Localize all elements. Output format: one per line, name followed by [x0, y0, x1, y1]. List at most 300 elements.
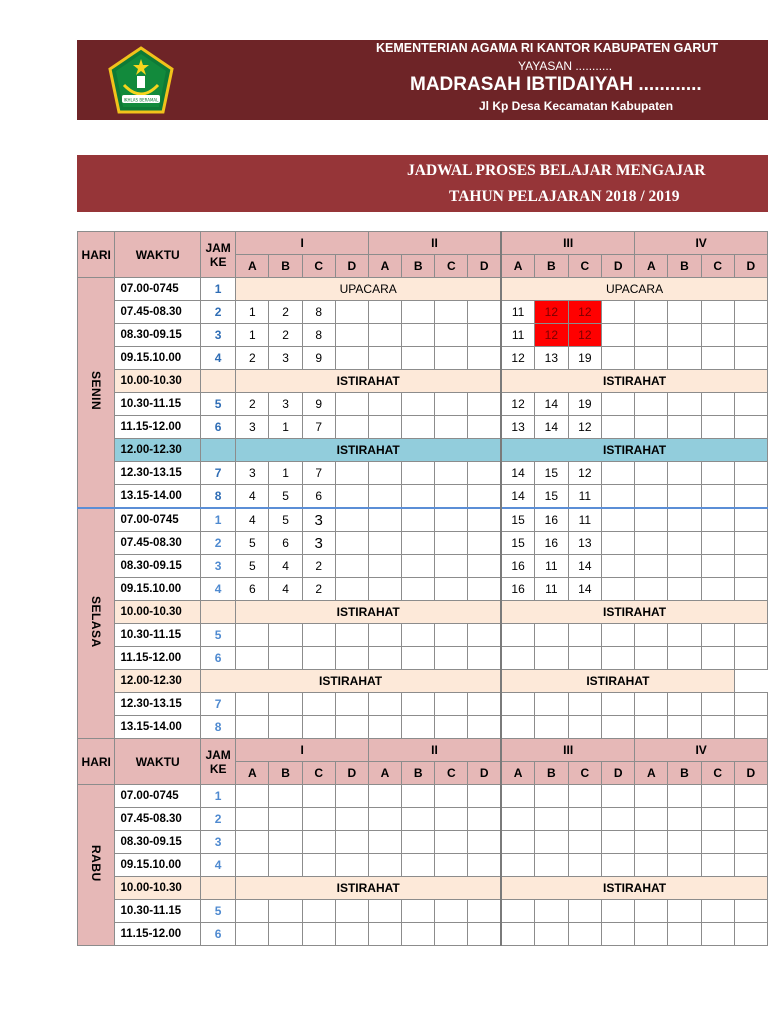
lesson-cell[interactable] [501, 693, 535, 716]
lesson-cell[interactable]: 6 [302, 485, 335, 509]
lesson-cell[interactable] [635, 301, 668, 324]
lesson-cell[interactable] [368, 854, 401, 877]
lesson-cell[interactable] [501, 831, 535, 854]
lesson-cell[interactable] [402, 508, 435, 532]
lesson-cell[interactable] [635, 347, 668, 370]
lesson-cell[interactable]: 1 [236, 301, 269, 324]
lesson-cell[interactable] [302, 923, 335, 946]
lesson-cell[interactable] [701, 416, 734, 439]
lesson-cell[interactable] [668, 716, 701, 739]
lesson-cell[interactable]: 3 [302, 532, 335, 555]
lesson-cell[interactable] [602, 831, 635, 854]
lesson-cell[interactable] [668, 900, 701, 923]
lesson-cell[interactable]: 6 [269, 532, 302, 555]
lesson-cell[interactable] [368, 716, 401, 739]
lesson-cell[interactable] [734, 923, 767, 946]
lesson-cell[interactable] [734, 532, 767, 555]
lesson-cell[interactable] [402, 831, 435, 854]
lesson-cell[interactable] [635, 508, 668, 532]
lesson-cell[interactable] [269, 624, 302, 647]
lesson-cell[interactable] [568, 716, 602, 739]
lesson-cell[interactable]: 4 [269, 555, 302, 578]
lesson-cell[interactable] [236, 624, 269, 647]
lesson-cell[interactable] [635, 462, 668, 485]
lesson-cell[interactable] [402, 578, 435, 601]
lesson-cell[interactable] [368, 624, 401, 647]
lesson-cell[interactable] [535, 624, 569, 647]
lesson-cell[interactable] [435, 324, 468, 347]
lesson-cell[interactable] [335, 462, 368, 485]
lesson-cell[interactable] [269, 900, 302, 923]
lesson-cell[interactable]: 5 [269, 508, 302, 532]
lesson-cell[interactable] [734, 555, 767, 578]
lesson-cell[interactable] [435, 532, 468, 555]
lesson-cell[interactable] [668, 624, 701, 647]
lesson-cell[interactable]: 11 [501, 324, 535, 347]
lesson-cell[interactable] [335, 693, 368, 716]
lesson-cell[interactable] [668, 785, 701, 808]
lesson-cell[interactable] [568, 831, 602, 854]
lesson-cell[interactable] [734, 578, 767, 601]
lesson-cell[interactable] [535, 854, 569, 877]
lesson-cell[interactable] [435, 693, 468, 716]
lesson-cell[interactable] [535, 785, 569, 808]
lesson-cell[interactable] [668, 647, 701, 670]
lesson-cell[interactable] [535, 808, 569, 831]
lesson-cell[interactable] [435, 301, 468, 324]
lesson-cell[interactable] [668, 508, 701, 532]
lesson-cell[interactable] [535, 831, 569, 854]
lesson-cell[interactable] [236, 831, 269, 854]
lesson-cell[interactable] [635, 393, 668, 416]
lesson-cell[interactable] [402, 393, 435, 416]
lesson-cell[interactable] [501, 808, 535, 831]
lesson-cell[interactable]: 9 [302, 347, 335, 370]
lesson-cell[interactable]: 16 [535, 508, 569, 532]
lesson-cell[interactable] [468, 416, 501, 439]
lesson-cell[interactable] [635, 647, 668, 670]
lesson-cell[interactable] [435, 462, 468, 485]
lesson-cell[interactable] [435, 900, 468, 923]
lesson-cell[interactable] [236, 900, 269, 923]
lesson-cell[interactable] [668, 532, 701, 555]
lesson-cell[interactable] [568, 900, 602, 923]
lesson-cell[interactable] [335, 578, 368, 601]
lesson-cell[interactable]: 14 [568, 555, 602, 578]
lesson-cell[interactable]: 3 [236, 462, 269, 485]
lesson-cell[interactable] [402, 416, 435, 439]
lesson-cell[interactable]: 2 [302, 578, 335, 601]
lesson-cell[interactable] [435, 578, 468, 601]
lesson-cell[interactable] [368, 324, 401, 347]
lesson-cell[interactable]: 3 [236, 416, 269, 439]
lesson-cell[interactable] [535, 647, 569, 670]
lesson-cell[interactable] [602, 854, 635, 877]
lesson-cell[interactable] [335, 532, 368, 555]
lesson-cell[interactable] [668, 831, 701, 854]
lesson-cell[interactable]: 13 [535, 347, 569, 370]
lesson-cell[interactable] [602, 624, 635, 647]
lesson-cell[interactable] [435, 485, 468, 509]
lesson-cell[interactable] [402, 900, 435, 923]
lesson-cell[interactable] [602, 485, 635, 509]
lesson-cell[interactable] [302, 900, 335, 923]
lesson-cell[interactable] [535, 900, 569, 923]
lesson-cell[interactable] [368, 485, 401, 509]
lesson-cell[interactable] [568, 624, 602, 647]
lesson-cell[interactable] [435, 555, 468, 578]
lesson-cell[interactable] [335, 324, 368, 347]
lesson-cell[interactable] [701, 393, 734, 416]
lesson-cell[interactable]: 16 [501, 578, 535, 601]
lesson-cell[interactable]: 3 [269, 347, 302, 370]
lesson-cell[interactable] [734, 693, 767, 716]
lesson-cell[interactable] [402, 716, 435, 739]
lesson-cell[interactable] [335, 716, 368, 739]
lesson-cell[interactable] [468, 900, 501, 923]
lesson-cell[interactable] [435, 416, 468, 439]
lesson-cell[interactable] [335, 555, 368, 578]
lesson-cell[interactable] [468, 555, 501, 578]
lesson-cell[interactable] [468, 693, 501, 716]
lesson-cell[interactable] [402, 923, 435, 946]
lesson-cell[interactable] [368, 693, 401, 716]
lesson-cell[interactable]: 13 [568, 532, 602, 555]
lesson-cell[interactable]: 2 [236, 393, 269, 416]
lesson-cell[interactable] [368, 900, 401, 923]
lesson-cell[interactable] [435, 808, 468, 831]
lesson-cell[interactable] [368, 508, 401, 532]
lesson-cell[interactable] [701, 532, 734, 555]
lesson-cell[interactable]: 12 [568, 324, 602, 347]
lesson-cell[interactable] [468, 647, 501, 670]
lesson-cell[interactable] [468, 324, 501, 347]
lesson-cell[interactable] [468, 716, 501, 739]
lesson-cell[interactable] [701, 462, 734, 485]
lesson-cell[interactable] [668, 416, 701, 439]
lesson-cell[interactable] [335, 485, 368, 509]
lesson-cell[interactable] [468, 393, 501, 416]
lesson-cell[interactable] [701, 808, 734, 831]
lesson-cell[interactable] [402, 555, 435, 578]
lesson-cell[interactable] [668, 555, 701, 578]
lesson-cell[interactable] [701, 854, 734, 877]
lesson-cell[interactable] [335, 831, 368, 854]
lesson-cell[interactable]: 15 [535, 485, 569, 509]
lesson-cell[interactable] [668, 301, 701, 324]
lesson-cell[interactable] [734, 647, 767, 670]
lesson-cell[interactable] [368, 347, 401, 370]
lesson-cell[interactable] [635, 900, 668, 923]
lesson-cell[interactable] [602, 347, 635, 370]
lesson-cell[interactable] [635, 923, 668, 946]
lesson-cell[interactable] [501, 923, 535, 946]
lesson-cell[interactable] [635, 785, 668, 808]
lesson-cell[interactable] [335, 785, 368, 808]
lesson-cell[interactable]: 12 [568, 301, 602, 324]
lesson-cell[interactable] [701, 923, 734, 946]
lesson-cell[interactable]: 14 [501, 462, 535, 485]
lesson-cell[interactable] [568, 693, 602, 716]
lesson-cell[interactable] [668, 923, 701, 946]
lesson-cell[interactable]: 7 [302, 416, 335, 439]
lesson-cell[interactable]: 4 [269, 578, 302, 601]
lesson-cell[interactable]: 14 [535, 416, 569, 439]
lesson-cell[interactable] [668, 324, 701, 347]
lesson-cell[interactable] [468, 462, 501, 485]
lesson-cell[interactable] [701, 785, 734, 808]
lesson-cell[interactable] [734, 854, 767, 877]
lesson-cell[interactable] [701, 647, 734, 670]
lesson-cell[interactable] [602, 785, 635, 808]
lesson-cell[interactable]: 14 [501, 485, 535, 509]
lesson-cell[interactable] [468, 508, 501, 532]
lesson-cell[interactable] [501, 624, 535, 647]
lesson-cell[interactable]: 4 [236, 508, 269, 532]
lesson-cell[interactable]: 5 [236, 555, 269, 578]
lesson-cell[interactable]: 13 [501, 416, 535, 439]
lesson-cell[interactable] [734, 900, 767, 923]
lesson-cell[interactable] [302, 808, 335, 831]
lesson-cell[interactable] [402, 347, 435, 370]
lesson-cell[interactable]: 11 [568, 508, 602, 532]
lesson-cell[interactable] [468, 578, 501, 601]
lesson-cell[interactable] [269, 831, 302, 854]
lesson-cell[interactable]: 9 [302, 393, 335, 416]
lesson-cell[interactable] [236, 923, 269, 946]
lesson-cell[interactable]: 12 [568, 462, 602, 485]
lesson-cell[interactable] [701, 624, 734, 647]
lesson-cell[interactable] [701, 831, 734, 854]
lesson-cell[interactable] [402, 462, 435, 485]
lesson-cell[interactable] [602, 647, 635, 670]
lesson-cell[interactable] [602, 462, 635, 485]
lesson-cell[interactable] [568, 647, 602, 670]
lesson-cell[interactable]: 19 [568, 347, 602, 370]
lesson-cell[interactable] [435, 647, 468, 670]
lesson-cell[interactable] [236, 785, 269, 808]
lesson-cell[interactable] [734, 416, 767, 439]
lesson-cell[interactable] [269, 716, 302, 739]
lesson-cell[interactable]: 12 [535, 301, 569, 324]
lesson-cell[interactable] [468, 624, 501, 647]
lesson-cell[interactable] [368, 462, 401, 485]
lesson-cell[interactable]: 12 [501, 393, 535, 416]
lesson-cell[interactable] [368, 808, 401, 831]
lesson-cell[interactable] [435, 347, 468, 370]
lesson-cell[interactable] [402, 485, 435, 509]
lesson-cell[interactable]: 15 [501, 532, 535, 555]
lesson-cell[interactable] [668, 693, 701, 716]
lesson-cell[interactable] [734, 508, 767, 532]
lesson-cell[interactable] [568, 785, 602, 808]
lesson-cell[interactable] [734, 301, 767, 324]
lesson-cell[interactable] [269, 808, 302, 831]
lesson-cell[interactable] [734, 347, 767, 370]
lesson-cell[interactable] [701, 485, 734, 509]
lesson-cell[interactable]: 5 [269, 485, 302, 509]
lesson-cell[interactable] [335, 808, 368, 831]
lesson-cell[interactable] [269, 854, 302, 877]
lesson-cell[interactable] [468, 485, 501, 509]
lesson-cell[interactable] [734, 785, 767, 808]
lesson-cell[interactable] [435, 854, 468, 877]
lesson-cell[interactable] [701, 555, 734, 578]
lesson-cell[interactable] [734, 324, 767, 347]
lesson-cell[interactable]: 12 [501, 347, 535, 370]
lesson-cell[interactable] [701, 578, 734, 601]
lesson-cell[interactable] [701, 324, 734, 347]
lesson-cell[interactable] [602, 508, 635, 532]
lesson-cell[interactable] [368, 532, 401, 555]
lesson-cell[interactable] [368, 301, 401, 324]
lesson-cell[interactable]: 1 [269, 416, 302, 439]
lesson-cell[interactable] [602, 900, 635, 923]
lesson-cell[interactable] [635, 532, 668, 555]
lesson-cell[interactable] [602, 716, 635, 739]
lesson-cell[interactable] [635, 693, 668, 716]
lesson-cell[interactable] [602, 301, 635, 324]
lesson-cell[interactable] [501, 716, 535, 739]
lesson-cell[interactable] [302, 831, 335, 854]
lesson-cell[interactable] [269, 923, 302, 946]
lesson-cell[interactable]: 11 [568, 485, 602, 509]
lesson-cell[interactable]: 8 [302, 301, 335, 324]
lesson-cell[interactable] [368, 647, 401, 670]
lesson-cell[interactable] [435, 831, 468, 854]
lesson-cell[interactable] [602, 808, 635, 831]
lesson-cell[interactable] [435, 923, 468, 946]
lesson-cell[interactable] [635, 416, 668, 439]
lesson-cell[interactable] [335, 508, 368, 532]
lesson-cell[interactable]: 1 [236, 324, 269, 347]
lesson-cell[interactable] [368, 831, 401, 854]
lesson-cell[interactable] [402, 324, 435, 347]
lesson-cell[interactable] [535, 693, 569, 716]
lesson-cell[interactable] [734, 808, 767, 831]
lesson-cell[interactable] [501, 900, 535, 923]
lesson-cell[interactable] [734, 393, 767, 416]
lesson-cell[interactable] [335, 347, 368, 370]
lesson-cell[interactable] [435, 508, 468, 532]
lesson-cell[interactable]: 5 [236, 532, 269, 555]
lesson-cell[interactable] [635, 854, 668, 877]
lesson-cell[interactable] [701, 301, 734, 324]
lesson-cell[interactable]: 12 [568, 416, 602, 439]
lesson-cell[interactable]: 11 [501, 301, 535, 324]
lesson-cell[interactable]: 2 [236, 347, 269, 370]
lesson-cell[interactable] [635, 624, 668, 647]
lesson-cell[interactable] [635, 578, 668, 601]
lesson-cell[interactable] [302, 854, 335, 877]
lesson-cell[interactable] [335, 900, 368, 923]
lesson-cell[interactable] [734, 462, 767, 485]
lesson-cell[interactable] [335, 393, 368, 416]
lesson-cell[interactable] [501, 785, 535, 808]
lesson-cell[interactable] [535, 923, 569, 946]
lesson-cell[interactable] [701, 716, 734, 739]
lesson-cell[interactable] [435, 393, 468, 416]
lesson-cell[interactable] [468, 301, 501, 324]
lesson-cell[interactable] [236, 693, 269, 716]
lesson-cell[interactable] [402, 647, 435, 670]
lesson-cell[interactable]: 12 [535, 324, 569, 347]
lesson-cell[interactable] [568, 923, 602, 946]
lesson-cell[interactable] [435, 716, 468, 739]
lesson-cell[interactable] [668, 578, 701, 601]
lesson-cell[interactable] [335, 854, 368, 877]
lesson-cell[interactable] [468, 532, 501, 555]
lesson-cell[interactable] [635, 808, 668, 831]
lesson-cell[interactable] [734, 624, 767, 647]
lesson-cell[interactable] [335, 624, 368, 647]
lesson-cell[interactable] [335, 923, 368, 946]
lesson-cell[interactable] [402, 854, 435, 877]
lesson-cell[interactable] [734, 831, 767, 854]
lesson-cell[interactable] [734, 716, 767, 739]
lesson-cell[interactable] [468, 831, 501, 854]
lesson-cell[interactable] [468, 808, 501, 831]
lesson-cell[interactable] [602, 693, 635, 716]
lesson-cell[interactable]: 6 [236, 578, 269, 601]
lesson-cell[interactable] [368, 785, 401, 808]
lesson-cell[interactable] [435, 624, 468, 647]
lesson-cell[interactable] [635, 555, 668, 578]
lesson-cell[interactable] [602, 923, 635, 946]
lesson-cell[interactable] [701, 693, 734, 716]
lesson-cell[interactable] [335, 647, 368, 670]
lesson-cell[interactable] [668, 462, 701, 485]
lesson-cell[interactable]: 11 [535, 555, 569, 578]
lesson-cell[interactable] [602, 393, 635, 416]
lesson-cell[interactable] [668, 854, 701, 877]
lesson-cell[interactable] [602, 416, 635, 439]
lesson-cell[interactable]: 2 [269, 324, 302, 347]
lesson-cell[interactable] [568, 854, 602, 877]
lesson-cell[interactable] [236, 716, 269, 739]
lesson-cell[interactable] [602, 532, 635, 555]
lesson-cell[interactable] [635, 324, 668, 347]
lesson-cell[interactable]: 15 [501, 508, 535, 532]
lesson-cell[interactable] [302, 647, 335, 670]
lesson-cell[interactable]: 15 [535, 462, 569, 485]
lesson-cell[interactable]: 19 [568, 393, 602, 416]
lesson-cell[interactable] [402, 785, 435, 808]
lesson-cell[interactable] [302, 693, 335, 716]
lesson-cell[interactable]: 3 [302, 508, 335, 532]
lesson-cell[interactable] [302, 624, 335, 647]
lesson-cell[interactable] [501, 854, 535, 877]
lesson-cell[interactable] [368, 416, 401, 439]
lesson-cell[interactable] [368, 555, 401, 578]
lesson-cell[interactable] [701, 508, 734, 532]
lesson-cell[interactable] [668, 808, 701, 831]
lesson-cell[interactable] [302, 716, 335, 739]
lesson-cell[interactable] [335, 416, 368, 439]
lesson-cell[interactable] [368, 578, 401, 601]
lesson-cell[interactable]: 3 [269, 393, 302, 416]
lesson-cell[interactable] [402, 532, 435, 555]
lesson-cell[interactable] [236, 808, 269, 831]
lesson-cell[interactable] [568, 808, 602, 831]
lesson-cell[interactable] [468, 785, 501, 808]
lesson-cell[interactable] [701, 347, 734, 370]
lesson-cell[interactable] [368, 393, 401, 416]
lesson-cell[interactable] [635, 485, 668, 509]
lesson-cell[interactable] [435, 785, 468, 808]
lesson-cell[interactable] [635, 716, 668, 739]
lesson-cell[interactable]: 2 [302, 555, 335, 578]
